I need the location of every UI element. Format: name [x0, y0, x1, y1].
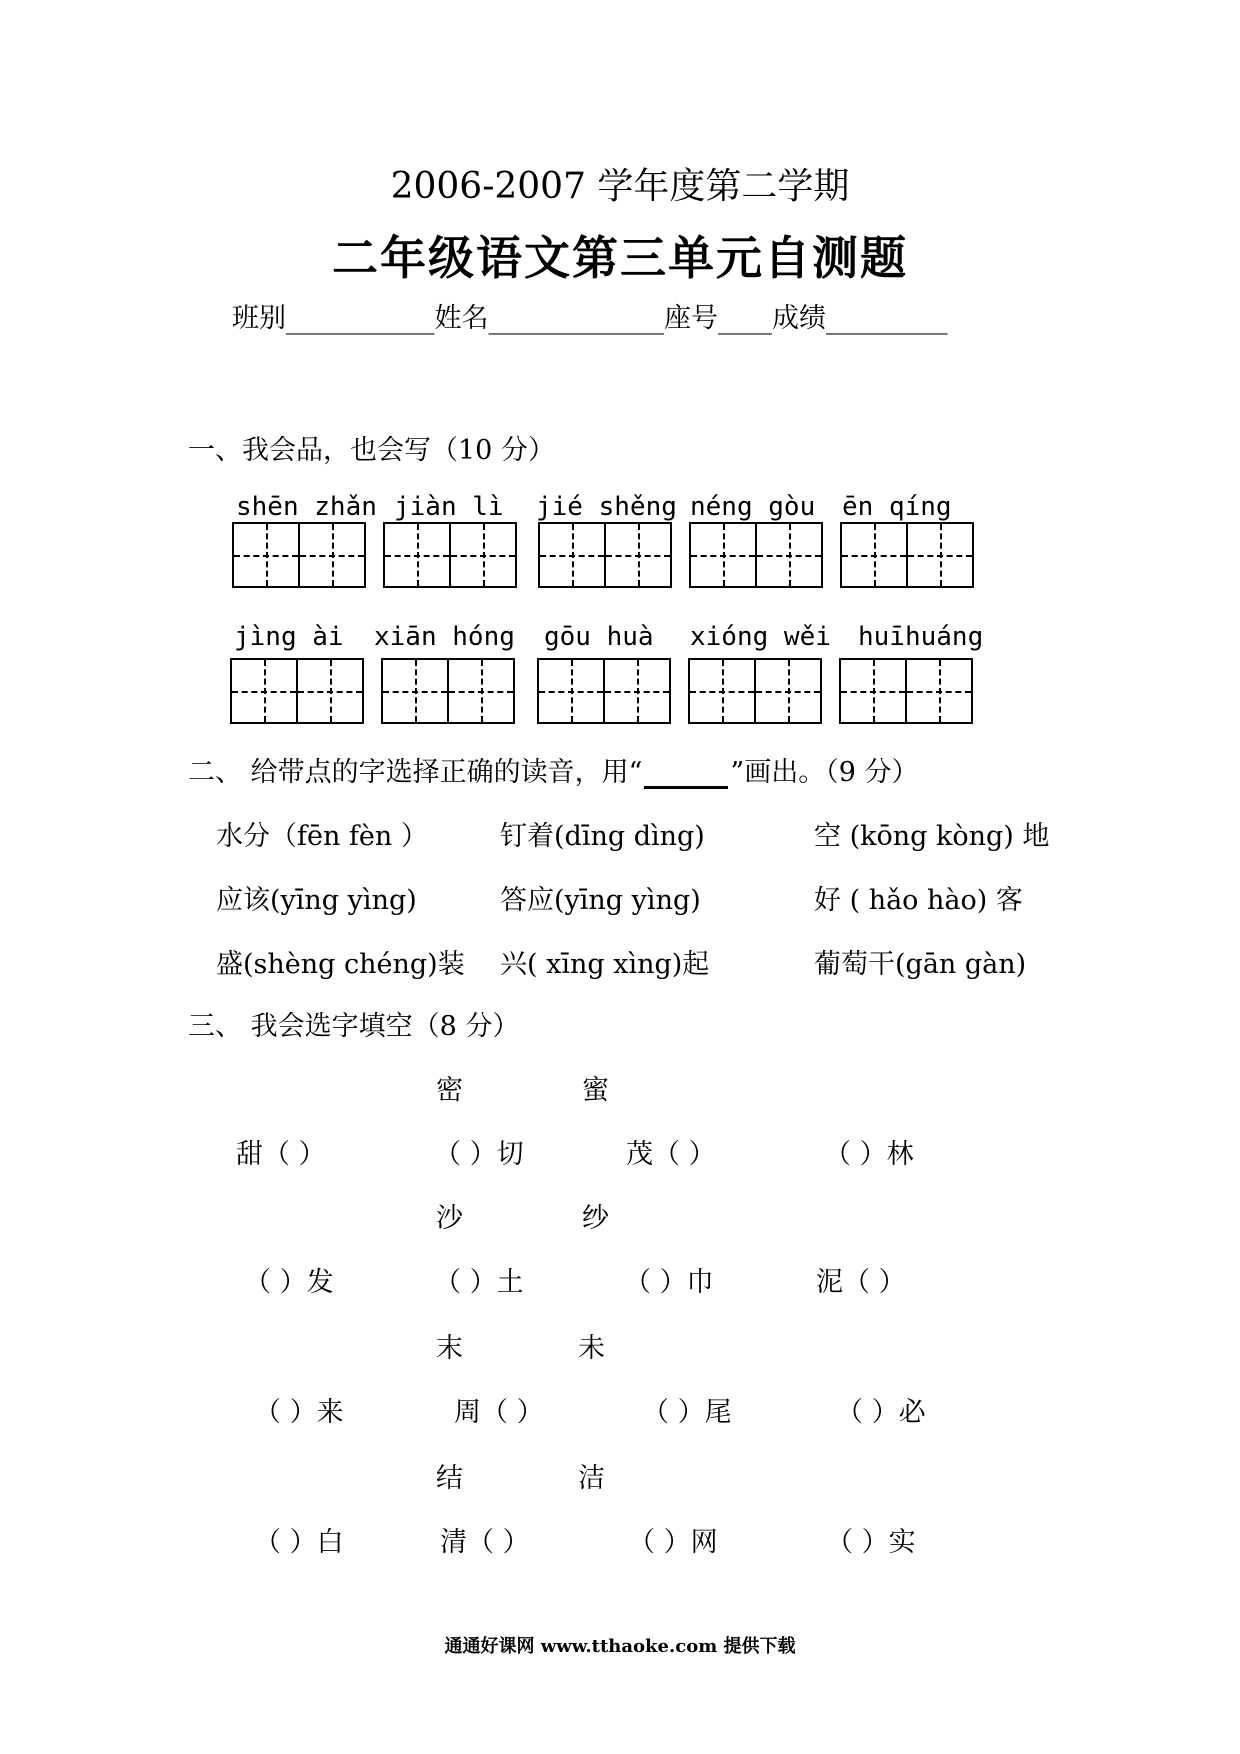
writing-grid[interactable]: [840, 522, 974, 588]
writing-cell[interactable]: [755, 524, 821, 586]
writing-cell[interactable]: [298, 524, 364, 586]
fill-blank[interactable]: （ ）必: [836, 1397, 926, 1428]
reading-item: 葡萄干(gān gàn): [814, 949, 1027, 980]
reading-item: 兴( xīng xìng)起: [500, 949, 710, 980]
fill-blank[interactable]: 清（ ）: [440, 1527, 530, 1558]
choice-char: 纱: [582, 1203, 609, 1234]
choice-char: 蜜: [582, 1075, 609, 1106]
reading-item: 答应(yīng yìng): [500, 885, 701, 916]
writing-cell[interactable]: [539, 660, 603, 722]
fill-blank[interactable]: 泥（ ）: [816, 1267, 906, 1298]
writing-cell[interactable]: [383, 660, 447, 722]
word-group: [536, 492, 677, 522]
writing-cell[interactable]: [754, 660, 820, 722]
name-label: 姓名: [434, 303, 489, 334]
writing-grid[interactable]: [232, 522, 366, 588]
pinyin-label: jié shěng: [536, 492, 677, 522]
writing-cell[interactable]: [385, 524, 449, 586]
fill-blank[interactable]: （ ）尾: [642, 1397, 732, 1428]
seat-blank: ____: [718, 304, 772, 335]
writing-cell[interactable]: [296, 660, 362, 722]
footer-credit: 通通好课网 www.tthaoke.com 提供下载: [444, 1636, 796, 1657]
word-group: [690, 622, 831, 652]
word-group: [544, 622, 654, 652]
pinyin-label: ēn qíng: [842, 492, 952, 522]
fill-blank[interactable]: （ ）网: [628, 1527, 718, 1558]
writing-grid[interactable]: [537, 658, 671, 724]
pinyin-label: shēn zhǎn: [236, 492, 377, 522]
choice-char: 沙: [436, 1203, 463, 1234]
name-blank: _____________: [488, 304, 664, 335]
writing-cell[interactable]: [232, 660, 296, 722]
page-title: 二年级语文第三单元自测题: [332, 231, 908, 285]
fill-blank[interactable]: 甜（ ）: [236, 1139, 326, 1170]
writing-cell[interactable]: [906, 524, 972, 586]
pinyin-label: néng gòu: [690, 492, 816, 522]
class-blank: ___________: [286, 304, 435, 335]
section2-heading-text: 二、 给带点的字选择正确的读音，用“: [188, 757, 643, 788]
writing-cell[interactable]: [691, 524, 755, 586]
word-group: [374, 622, 515, 652]
writing-cell[interactable]: [447, 660, 513, 722]
class-label: 班别: [232, 303, 286, 334]
word-group: [858, 622, 983, 652]
choice-char: 密: [436, 1075, 463, 1106]
writing-cell[interactable]: [842, 524, 906, 586]
fill-blank[interactable]: （ ）来: [254, 1397, 344, 1428]
writing-grid[interactable]: [383, 522, 517, 588]
writing-grid[interactable]: [381, 658, 515, 724]
reading-item: 好 ( hǎo hào) 客: [814, 885, 1023, 916]
fill-blank[interactable]: （ ）白: [254, 1527, 344, 1558]
word-group: [234, 622, 344, 652]
writing-grid[interactable]: [230, 658, 364, 724]
writing-cell[interactable]: [604, 524, 670, 586]
reading-item: 水分（fēn fèn ）: [216, 821, 428, 852]
word-group: [394, 492, 504, 522]
writing-grid[interactable]: [839, 658, 973, 724]
section1-heading: 一、我会品，也会写（10 分）: [188, 435, 555, 466]
fill-blank[interactable]: （ ）切: [434, 1139, 524, 1170]
pinyin-label: huīhuáng: [858, 622, 984, 652]
score-label: 成绩: [772, 303, 826, 334]
fill-blank[interactable]: （ ）发: [244, 1267, 334, 1298]
reading-item: 应该(yīng yìng): [216, 885, 417, 916]
writing-cell[interactable]: [540, 524, 604, 586]
writing-cell[interactable]: [234, 524, 298, 586]
reading-item: 空 (kōng kòng) 地: [814, 821, 1050, 852]
choice-char: 结: [436, 1463, 463, 1494]
fill-blank[interactable]: 周（ ）: [454, 1397, 544, 1428]
term-line: 2006-2007 学年度第二学期: [390, 166, 850, 207]
seat-label: 座号: [664, 303, 718, 334]
fill-blank[interactable]: （ ）林: [824, 1139, 914, 1170]
fill-blank[interactable]: （ ）土: [434, 1267, 524, 1298]
fill-blank[interactable]: （ ）实: [826, 1527, 916, 1558]
word-group: [842, 492, 952, 522]
student-info-line: [232, 296, 948, 335]
writing-cell[interactable]: [603, 660, 669, 722]
pinyin-label: xióng wěi: [690, 622, 831, 652]
fill-blank[interactable]: 茂（ ）: [626, 1139, 716, 1170]
pinyin-label: xiān hóng: [374, 622, 515, 652]
word-group: [690, 492, 815, 522]
writing-grid[interactable]: [688, 658, 822, 724]
underline-sample: [644, 764, 728, 789]
writing-cell[interactable]: [449, 524, 515, 586]
pinyin-label: gōu huà: [544, 622, 654, 652]
score-blank: _________: [826, 304, 948, 335]
writing-cell[interactable]: [905, 660, 971, 722]
choice-char: 未: [578, 1333, 605, 1364]
choice-char: 洁: [578, 1463, 605, 1494]
writing-grid[interactable]: [689, 522, 823, 588]
word-group: [236, 492, 377, 522]
reading-item: 盛(shèng chéng)装: [216, 949, 465, 980]
writing-cell[interactable]: [690, 660, 754, 722]
section2-heading: [188, 750, 918, 789]
pinyin-label: jiàn lì: [394, 492, 504, 522]
reading-item: 钉着(dīng dìng): [500, 821, 705, 852]
writing-cell[interactable]: [841, 660, 905, 722]
section3-heading: 三、 我会选字填空（8 分）: [188, 1011, 520, 1042]
writing-grid[interactable]: [538, 522, 672, 588]
choice-char: 末: [436, 1333, 463, 1364]
fill-blank[interactable]: （ ）巾: [624, 1267, 714, 1298]
section2-heading-score: ”画出。（9 分）: [730, 757, 919, 788]
pinyin-label: jìng ài: [234, 622, 344, 652]
